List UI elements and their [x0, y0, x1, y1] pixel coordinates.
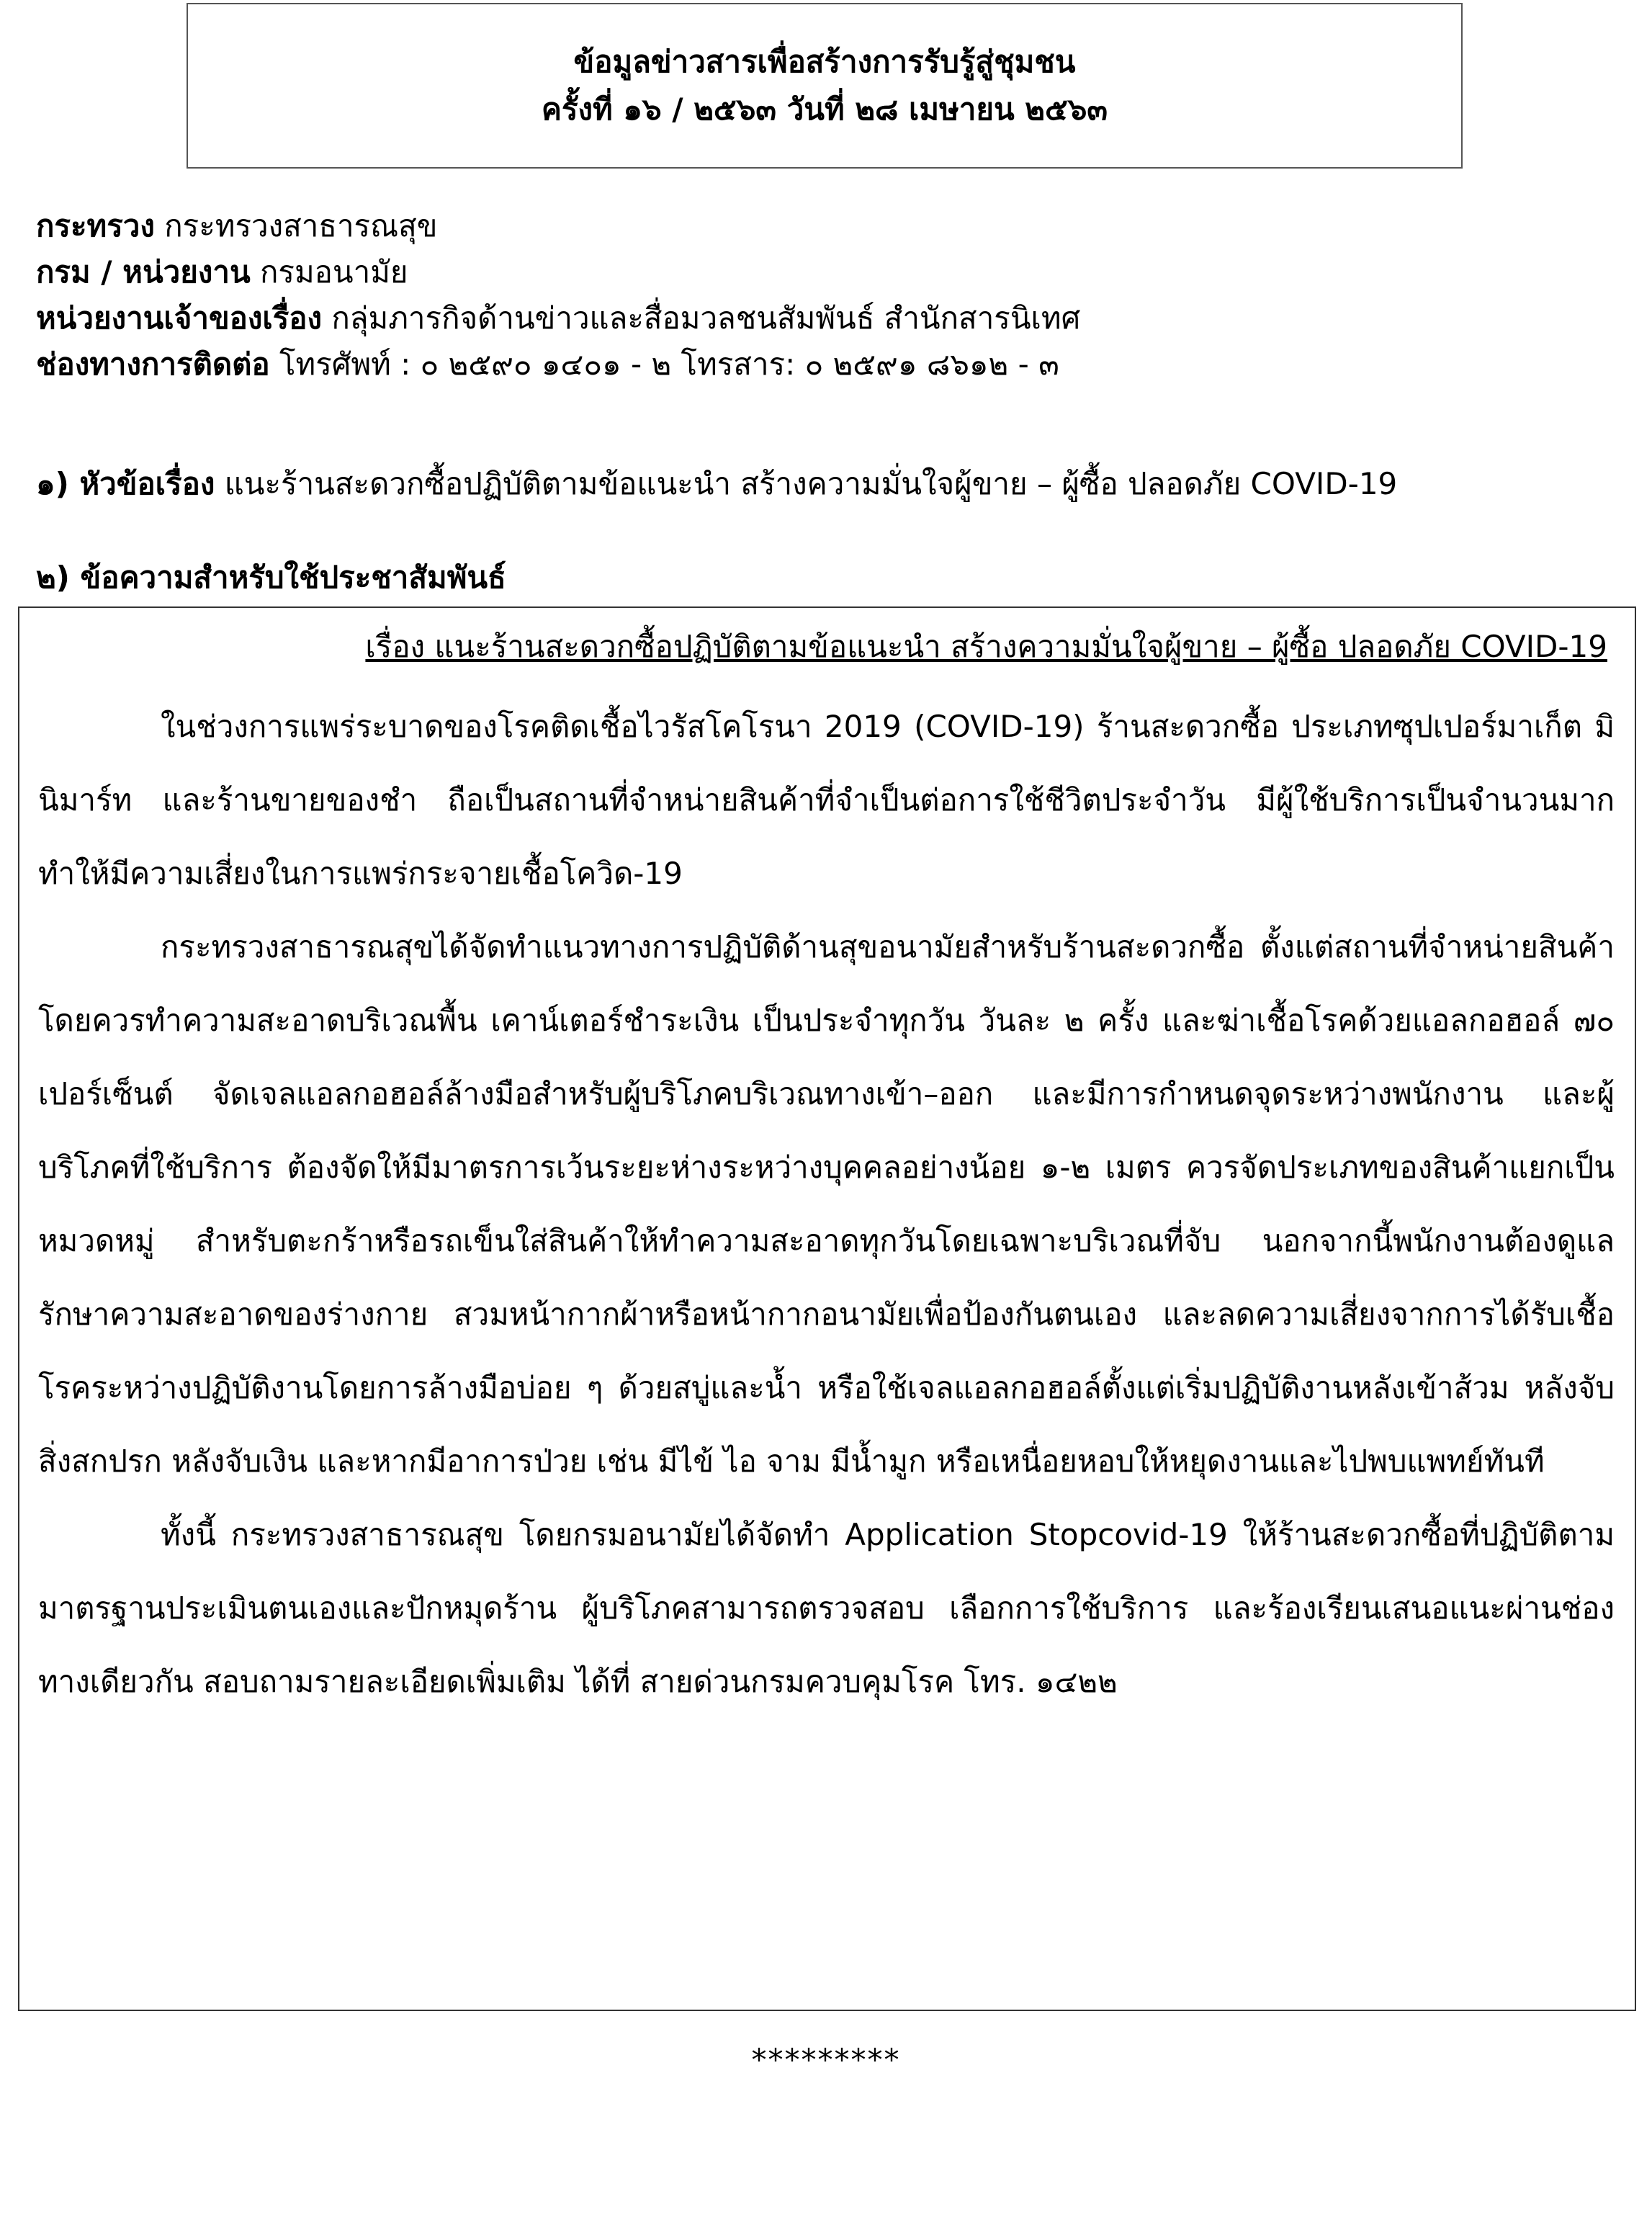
paragraph-1: ในช่วงการแพร่ระบาดของโรคติดเชื้อไวรัสโคโรนา 2019 (COVID-19) ร้านสะดวกซื้อ ประเภทซุปเปอร์มาเก็ต มินิมาร์ท และร้านขายของชำ ถือเป็นสถานที่จำหน่ายสินค้าที่จำเป็นต่อการใช้ชีวิตประจำวัน มีผู้ใช้บริการเป็นจำนวนมาก ทำให้มีความเสี่ยงในการแพร่กระจายเชื้อโควิด-19: [38, 709, 1615, 891]
end-marker: *********: [751, 2042, 901, 2077]
press-release-box: [18, 606, 1636, 2011]
contact-label: ช่องทางการติดต่อ: [36, 346, 270, 382]
section-heading: ๒) ข้อความสำหรับใช้ประชาสัมพันธ์: [36, 560, 506, 595]
owner-value: กลุ่มภารกิจด้านข่าวและสื่อมวลชนสัมพันธ์ สำนักสารนิเทศ: [322, 300, 1081, 336]
ministry-value: กระทรวงสาธารณสุข: [154, 208, 438, 243]
owner-label: หน่วยงานเจ้าของเรื่อง: [36, 300, 323, 336]
owner-line: [36, 295, 1620, 341]
contact-value: โทรศัพท์ : ๐ ๒๕๙๐ ๑๔๐๑ - ๒ โทรสาร: ๐ ๒๕๙๑ ๘๖๑๒ - ๓: [269, 346, 1059, 382]
contact-line: [36, 341, 1620, 388]
ministry-line: [36, 203, 1620, 249]
department-label: กรม / หน่วยงาน: [36, 254, 251, 290]
topic-line: [36, 461, 1397, 507]
topic-value: แนะร้านสะดวกซื้อปฏิบัติตามข้อแนะนำ สร้างความมั่นใจผู้ขาย – ผู้ซื้อ ปลอดภัย COVID-19: [215, 466, 1398, 501]
release-subject: เรื่อง แนะร้านสะดวกซื้อปฏิบัติตามข้อแนะนำ สร้างความมั่นใจผู้ขาย – ผู้ซื้อ ปลอดภัย COVID-19: [365, 629, 1607, 664]
topic-label: ๑) หัวข้อเรื่อง: [36, 466, 215, 501]
document-header-box: [187, 3, 1463, 169]
ministry-label: กระทรวง: [36, 208, 155, 243]
department-value: กรมอนามัย: [250, 254, 408, 290]
issue-date-line: ครั้งที่ ๑๖ / ๒๕๖๓ วันที่ ๒๘ เมษายน ๒๕๖๓: [541, 91, 1108, 127]
document-meta: [36, 203, 1620, 388]
department-line: [36, 249, 1620, 295]
document-title: ข้อมูลข่าวสารเพื่อสร้างการรับรู้สู่ชุมชน: [573, 44, 1076, 79]
paragraph-2: กระทรวงสาธารณสุขได้จัดทำแนวทางการปฏิบัติด้านสุขอนามัยสำหรับร้านสะดวกซื้อ ตั้งแต่สถานที่จำหน่ายสินค้า โดยควรทำความสะอาดบริเวณพื้น เคาน์เตอร์ชำระเงิน เป็นประจำทุกวัน วันละ ๒ ครั้ง และฆ่าเชื้อโรคด้วยแอลกอฮอล์ ๗๐ เปอร์เซ็นต์ จัดเจลแอลกอฮอล์ล้างมือสำหรับผู้บริโภคบริเวณทางเข้า–ออก และมีการกำหนดจุดระหว่างพนักงาน และผู้บริโภคที่ใช้บริการ ต้องจัดให้มีมาตรการเว้นระยะห่างระหว่างบุคคลอย่างน้อย ๑-๒ เมตร ควรจัดประเภทของสินค้าแยกเป็นหมวดหมู่ สำหรับตะกร้าหรือรถเข็นใส่สินค้าให้ทำความสะอาดทุกวันโดยเฉพาะบริเวณที่จับ นอกจากนี้พนักงานต้องดูแลรักษาความสะอาดของร่างกาย สวมหน้ากากผ้าหรือหน้ากากอนามัยเพื่อป้องกันตนเอง และลดความเสี่ยงจากการได้รับเชื้อโรคระหว่างปฏิบัติงานโดยการล้างมือบ่อย ๆ ด้วยสบู่และน้ำ หรือใช้เจลแอลกอฮอล์ตั้งแต่เริ่มปฏิบัติงานหลังเข้าส้วม หลังจับสิ่งสกปรก หลังจับเงิน และหากมีอาการป่วย เช่น มีไข้ ไอ จาม มีน้ำมูก หรือเหนื่อยหอบให้หยุดงานและไปพบแพทย์ทันที: [38, 929, 1615, 1479]
paragraph-3: ทั้งนี้ กระทรวงสาธารณสุข โดยกรมอนามัยได้จัดทำ Application Stopcovid-19 ให้ร้านสะดวกซื้อที่ปฏิบัติตามมาตรฐานประเมินตนเองและปักหมุดร้าน ผู้บริโภคสามารถตรวจสอบ เลือกการใช้บริการ และร้องเรียนเสนอแนะผ่านช่องทางเดียวกัน สอบถามรายละเอียดเพิ่มเติม ได้ที่ สายด่วนกรมควบคุมโรค โทร. ๑๔๒๒: [38, 1517, 1615, 1699]
